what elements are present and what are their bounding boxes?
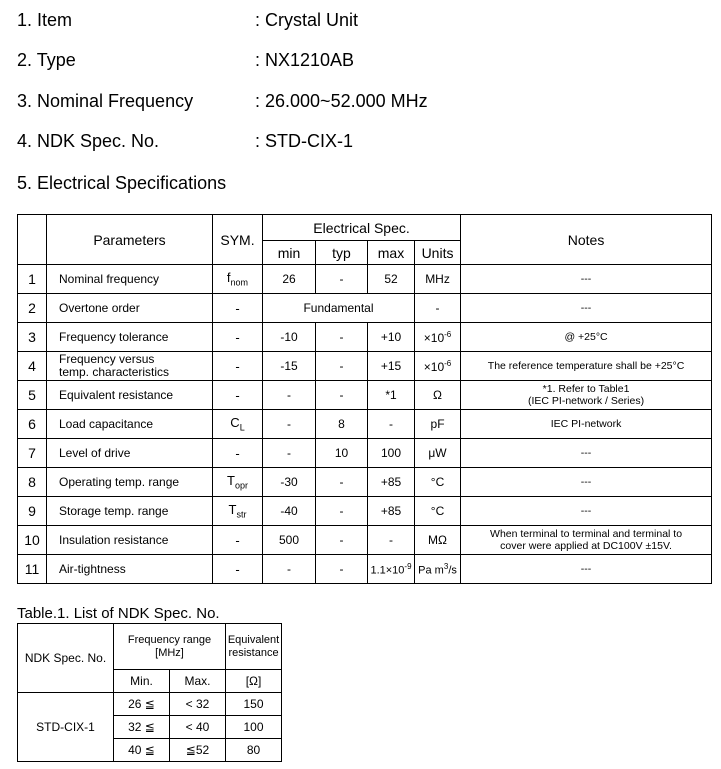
parameter-name: Insulation resistance [47,526,213,555]
min-value: 32 ≦ [114,716,170,739]
min-value: 26 ≦ [114,693,170,716]
row-number: 10 [18,526,47,555]
max-value: 52 [368,265,415,294]
row-number: 9 [18,497,47,526]
units [415,352,461,381]
typ-value: - [316,265,368,294]
spec-no-header: NDK Spec. No. [18,624,114,693]
notes: --- [461,265,712,294]
frequency-range-line-1: Frequency range [127,633,212,646]
electrical-spec-table [17,214,712,584]
min-value: - [263,381,316,410]
row-number: 7 [18,439,47,468]
parameter-name: Equivalent resistance [47,381,213,410]
symbol [213,468,263,497]
symbol [213,410,263,439]
typ-value: - [316,381,368,410]
symbol-main: f [226,270,231,286]
symbol-main: T [228,502,237,518]
max-value: +15 [368,352,415,381]
units-main: ×10 [423,330,445,345]
notes: @ +25°C [461,323,712,352]
max-value: +85 [368,468,415,497]
typ-value: - [316,497,368,526]
symbol [213,497,263,526]
max-value: *1 [368,381,415,410]
symbol-main: T [227,473,235,489]
units [415,323,461,352]
symbol: - [213,352,263,381]
max-value: +85 [368,497,415,526]
max-value: - [368,526,415,555]
units: pF [415,410,461,439]
parameter-name [47,352,213,381]
min-value: 500 [263,526,316,555]
row-number: 1 [18,265,47,294]
typ-value: 10 [316,439,368,468]
table-row [18,555,712,584]
units-main: Pa m [418,564,444,577]
min-value: -15 [263,352,316,381]
symbol: - [213,381,263,410]
row-number: 5 [18,381,47,410]
parameter-name: Operating temp. range [47,468,213,497]
typ-value: - [316,352,368,381]
min-value: 26 [263,265,316,294]
table-row [18,693,282,716]
typ-value: - [316,323,368,352]
symbol: - [213,323,263,352]
typ-value: - [316,526,368,555]
row-number: 11 [18,555,47,584]
max-value: ≦52 [170,739,226,762]
units: MHz [415,265,461,294]
symbol: - [213,526,263,555]
min-value: - [263,410,316,439]
notes [461,526,712,555]
notes: The reference temperature shall be +25°C [461,352,712,381]
parameter-name: Storage temp. range [47,497,213,526]
symbol-subscript: L [239,422,245,433]
notes: --- [461,497,712,526]
parameter-name: Load capacitance [47,410,213,439]
table-row [18,497,712,526]
max-header: Max. [170,670,226,693]
max-value: - [368,410,415,439]
item-label: 1. Item [17,10,73,30]
max-header: max [368,241,415,265]
units: - [415,294,461,323]
parameter-name: Air-tightness [47,555,213,584]
resistance-value: 100 [226,716,282,739]
merged-value: Fundamental [263,294,415,323]
spec-no-label: 4. NDK Spec. No. [17,131,160,151]
min-value: -10 [263,323,316,352]
notes-header: Notes [461,215,712,265]
row-number: 4 [18,352,47,381]
notes-line-2: (IEC PI-network / Series) [527,395,645,407]
table-row [18,410,712,439]
table1-title: Table.1. List of NDK Spec. No. [17,605,220,622]
parameter-line-1: Frequency versus [59,352,155,366]
typ-value: - [316,468,368,497]
parameter-name: Overtone order [47,294,213,323]
min-value: - [263,439,316,468]
spec-no-cell: STD-CIX-1 [18,693,114,762]
equivalent-resistance-header [226,624,282,670]
max-value: < 32 [170,693,226,716]
max-value: < 40 [170,716,226,739]
min-value: -40 [263,497,316,526]
max-value: +10 [368,323,415,352]
units: °C [415,497,461,526]
notes: IEC PI-network [461,410,712,439]
min-header: min [263,241,316,265]
notes-line-1: When terminal to terminal and terminal to [490,528,683,540]
equivalent-resistance-line-2: resistance [228,646,279,659]
symbol: - [213,555,263,584]
typ-value: 8 [316,410,368,439]
symbol-subscript: str [236,509,247,520]
min-header: Min. [114,670,170,693]
table-row [18,439,712,468]
typ-value: - [316,555,368,584]
type-value: : NX1210AB [255,50,355,70]
sym-header: SYM. [213,215,263,265]
table-row [18,381,712,410]
row-number: 6 [18,410,47,439]
row-number: 8 [18,468,47,497]
table-row [18,526,712,555]
table-row [18,323,712,352]
table-row [18,352,712,381]
type-label: 2. Type [17,50,76,70]
min-value: - [263,555,316,584]
units: Ω [415,381,461,410]
no-header [18,215,47,265]
resistance-value: 80 [226,739,282,762]
symbol-main: C [230,415,240,431]
max-main: 1.1×10 [370,564,405,577]
nominal-frequency-label: 3. Nominal Frequency [17,91,194,111]
header-row [18,215,712,241]
units [415,555,461,584]
electrical-spec-header: Electrical Spec. [263,215,461,241]
symbol: - [213,294,263,323]
notes-line-1: *1. Refer to Table1 [542,383,630,395]
row-number: 3 [18,323,47,352]
parameter-name: Level of drive [47,439,213,468]
notes [461,381,712,410]
max-value [368,555,415,584]
max-superscript: -9 [404,561,412,571]
ohm-header: [Ω] [226,670,282,693]
units-tail: /s [448,564,457,577]
symbol-subscript: opr [234,480,248,491]
parameters-header: Parameters [47,215,213,265]
units-header: Units [415,241,461,265]
symbol [213,265,263,294]
symbol-subscript: nom [230,277,249,288]
typ-header: typ [316,241,368,265]
frequency-range-line-2: [MHz] [155,646,184,659]
min-value: 40 ≦ [114,739,170,762]
table-row [18,294,712,323]
header-row [18,624,282,670]
parameter-line-2: temp. characteristics [59,365,170,379]
units: MΩ [415,526,461,555]
notes: --- [461,294,712,323]
item-value: : Crystal Unit [255,10,359,30]
notes-line-2: cover were applied at DC100V ±15V. [500,540,672,552]
electrical-spec-heading: 5. Electrical Specifications [17,173,227,193]
table-row [18,265,712,294]
units-superscript: -6 [444,329,452,339]
equivalent-resistance-line-1: Equivalent [227,633,280,646]
notes: --- [461,555,712,584]
nominal-frequency-value: : 26.000~52.000 MHz [255,91,428,111]
frequency-range-header [114,624,226,670]
row-number: 2 [18,294,47,323]
resistance-value: 150 [226,693,282,716]
max-value: 100 [368,439,415,468]
parameter-name: Frequency tolerance [47,323,213,352]
min-value: -30 [263,468,316,497]
parameter-name: Nominal frequency [47,265,213,294]
symbol: - [213,439,263,468]
spec-no-value: : STD-CIX-1 [255,131,354,151]
spec-list-table [17,623,282,762]
table-row [18,468,712,497]
units: °C [415,468,461,497]
units: μW [415,439,461,468]
units-superscript: -6 [444,358,452,368]
units-main: ×10 [423,359,445,374]
notes: --- [461,439,712,468]
units-superscript: 3 [443,561,449,571]
notes: --- [461,468,712,497]
